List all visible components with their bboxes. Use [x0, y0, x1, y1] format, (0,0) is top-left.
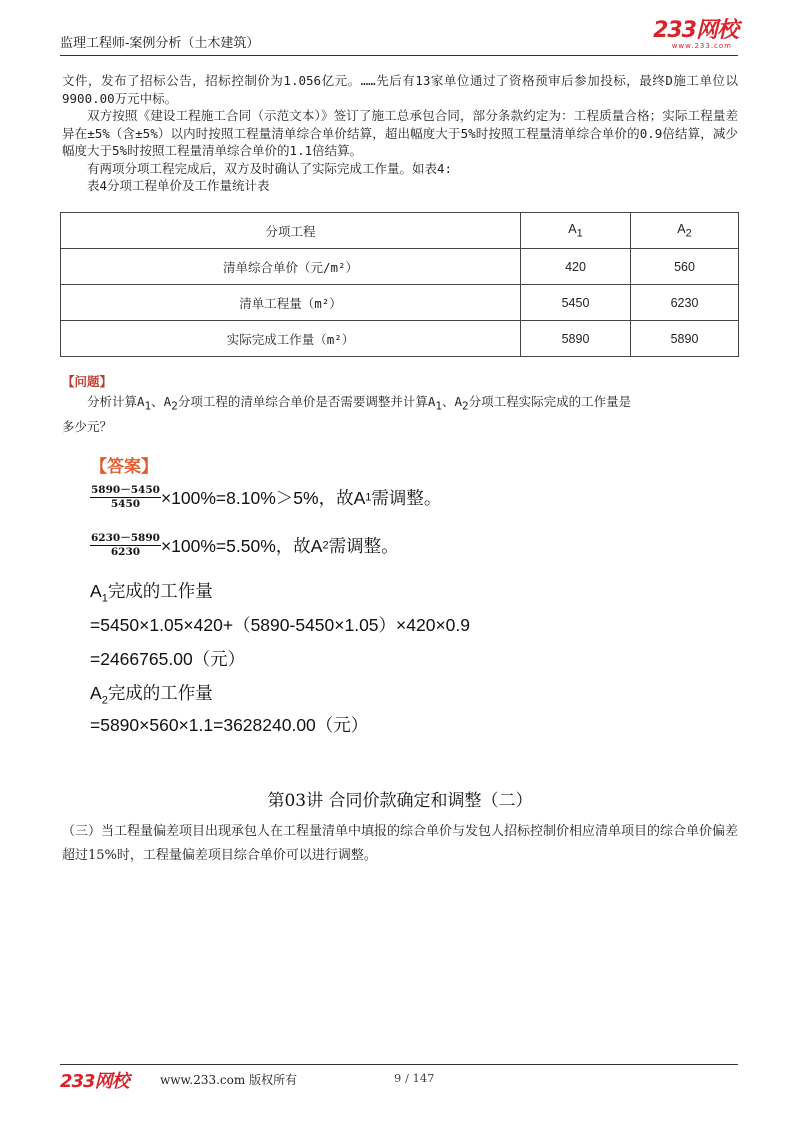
body-text: [62, 72, 738, 195]
section-title: 第03讲 合同价款确定和调整（二）: [267, 791, 533, 811]
table-cell: 5890: [631, 321, 739, 357]
page-header: [60, 18, 738, 56]
table-header-cell: $A_1$: [521, 213, 631, 249]
page-footer: [60, 1064, 738, 1092]
table-header-cell: 分项工程: [61, 213, 521, 249]
footer-logo: 233网校: [60, 1071, 129, 1092]
table-caption: 表4分项工程单价及工作量统计表: [87, 178, 270, 193]
question-block: [62, 372, 738, 437]
table-cell: 5890: [521, 321, 631, 357]
question-text-line2: 多少元？: [62, 418, 113, 434]
fraction: $\frac{5890-5450}{5450}$: [91, 484, 160, 510]
paragraph-2: 双方按照《建设工程施工合同（示范文本）》签订了施工总承包合同，部分条款约定为：工程质量合格；实际工程量差异在±5%（含±5%）以内时按照工程量清单综合单价结算，超出幅度大于5%时按照工程量清单综合单价的0.9倍结算，减少幅度大于5%时按照工程量清单综合单价的1.1倍结算。: [62, 108, 738, 158]
table-header-row: [61, 213, 739, 249]
answer-formula-2: $\frac{6230-5890}{6230}$ ×100%=5.50%，故A2需调整。: [91, 532, 399, 558]
answer-a1-title: $A_1$完成的工作量: [90, 581, 213, 605]
paragraph-1: 文件，发布了招标公告，招标控制价为1.056亿元。……先后有13家单位通过了资格预审后参加投标，最终D施工单位以9900.00万元中标。: [62, 73, 738, 106]
page-number: 9 / 147: [394, 1071, 435, 1085]
table-cell: 560: [631, 249, 739, 285]
logo-text: 233网校: [653, 18, 738, 43]
brand-logo: [653, 20, 738, 50]
work-quantity-table: [60, 212, 739, 357]
table-cell: 6230: [631, 285, 739, 321]
section-paragraph: （三）当工程量偏差项目出现承包人在工程量清单中填报的综合单价与发包人招标控制价相应清单项目的综合单价偏差超过15%时，工程量偏差项目综合单价可以进行调整。: [62, 824, 739, 863]
table-cell: 清单综合单价（元/m²）: [61, 249, 521, 285]
table-cell: 5450: [521, 285, 631, 321]
answer-a2-line1: =5890×560×1.1=3628240.00（元）: [90, 715, 369, 735]
table-row: [61, 285, 739, 321]
table-cell: 420: [521, 249, 631, 285]
document-title: 监理工程师-案例分析（土木建筑）: [60, 36, 260, 51]
question-text: 分析计算$A_1$、$A_2$分项工程的清单综合单价是否需要调整并计算$A_1$、$A_2$分项工程实际完成的工作量是: [87, 394, 632, 413]
footer-copyright: www.233.com 版权所有: [160, 1073, 298, 1087]
table-header-cell: $A_2$: [631, 213, 739, 249]
table-row: [61, 321, 739, 357]
table-cell: 实际完成工作量（m²）: [61, 321, 521, 357]
paragraph-3: 有两项分项工程完成后，双方及时确认了实际完成工作量。如表4:: [87, 160, 453, 176]
answer-label: 【答案】: [90, 457, 158, 477]
answer-a1-line1: =5450×1.05×420+（5890-5450×1.05）×420×0.9: [90, 615, 471, 635]
table-cell: 清单工程量（m²）: [61, 285, 521, 321]
answer-formula-1: $\frac{5890-5450}{5450}$ ×100%=8.10%＞5%，故A1需调整。: [91, 484, 442, 510]
table-row: [61, 249, 739, 285]
fraction: $\frac{6230-5890}{6230}$: [91, 532, 160, 558]
logo-url: www.233.com: [671, 42, 732, 50]
answer-a2-title: $A_2$完成的工作量: [90, 683, 213, 707]
question-label: 【问题】: [62, 374, 113, 389]
answer-a1-line2: =2466765.00（元）: [90, 649, 246, 669]
